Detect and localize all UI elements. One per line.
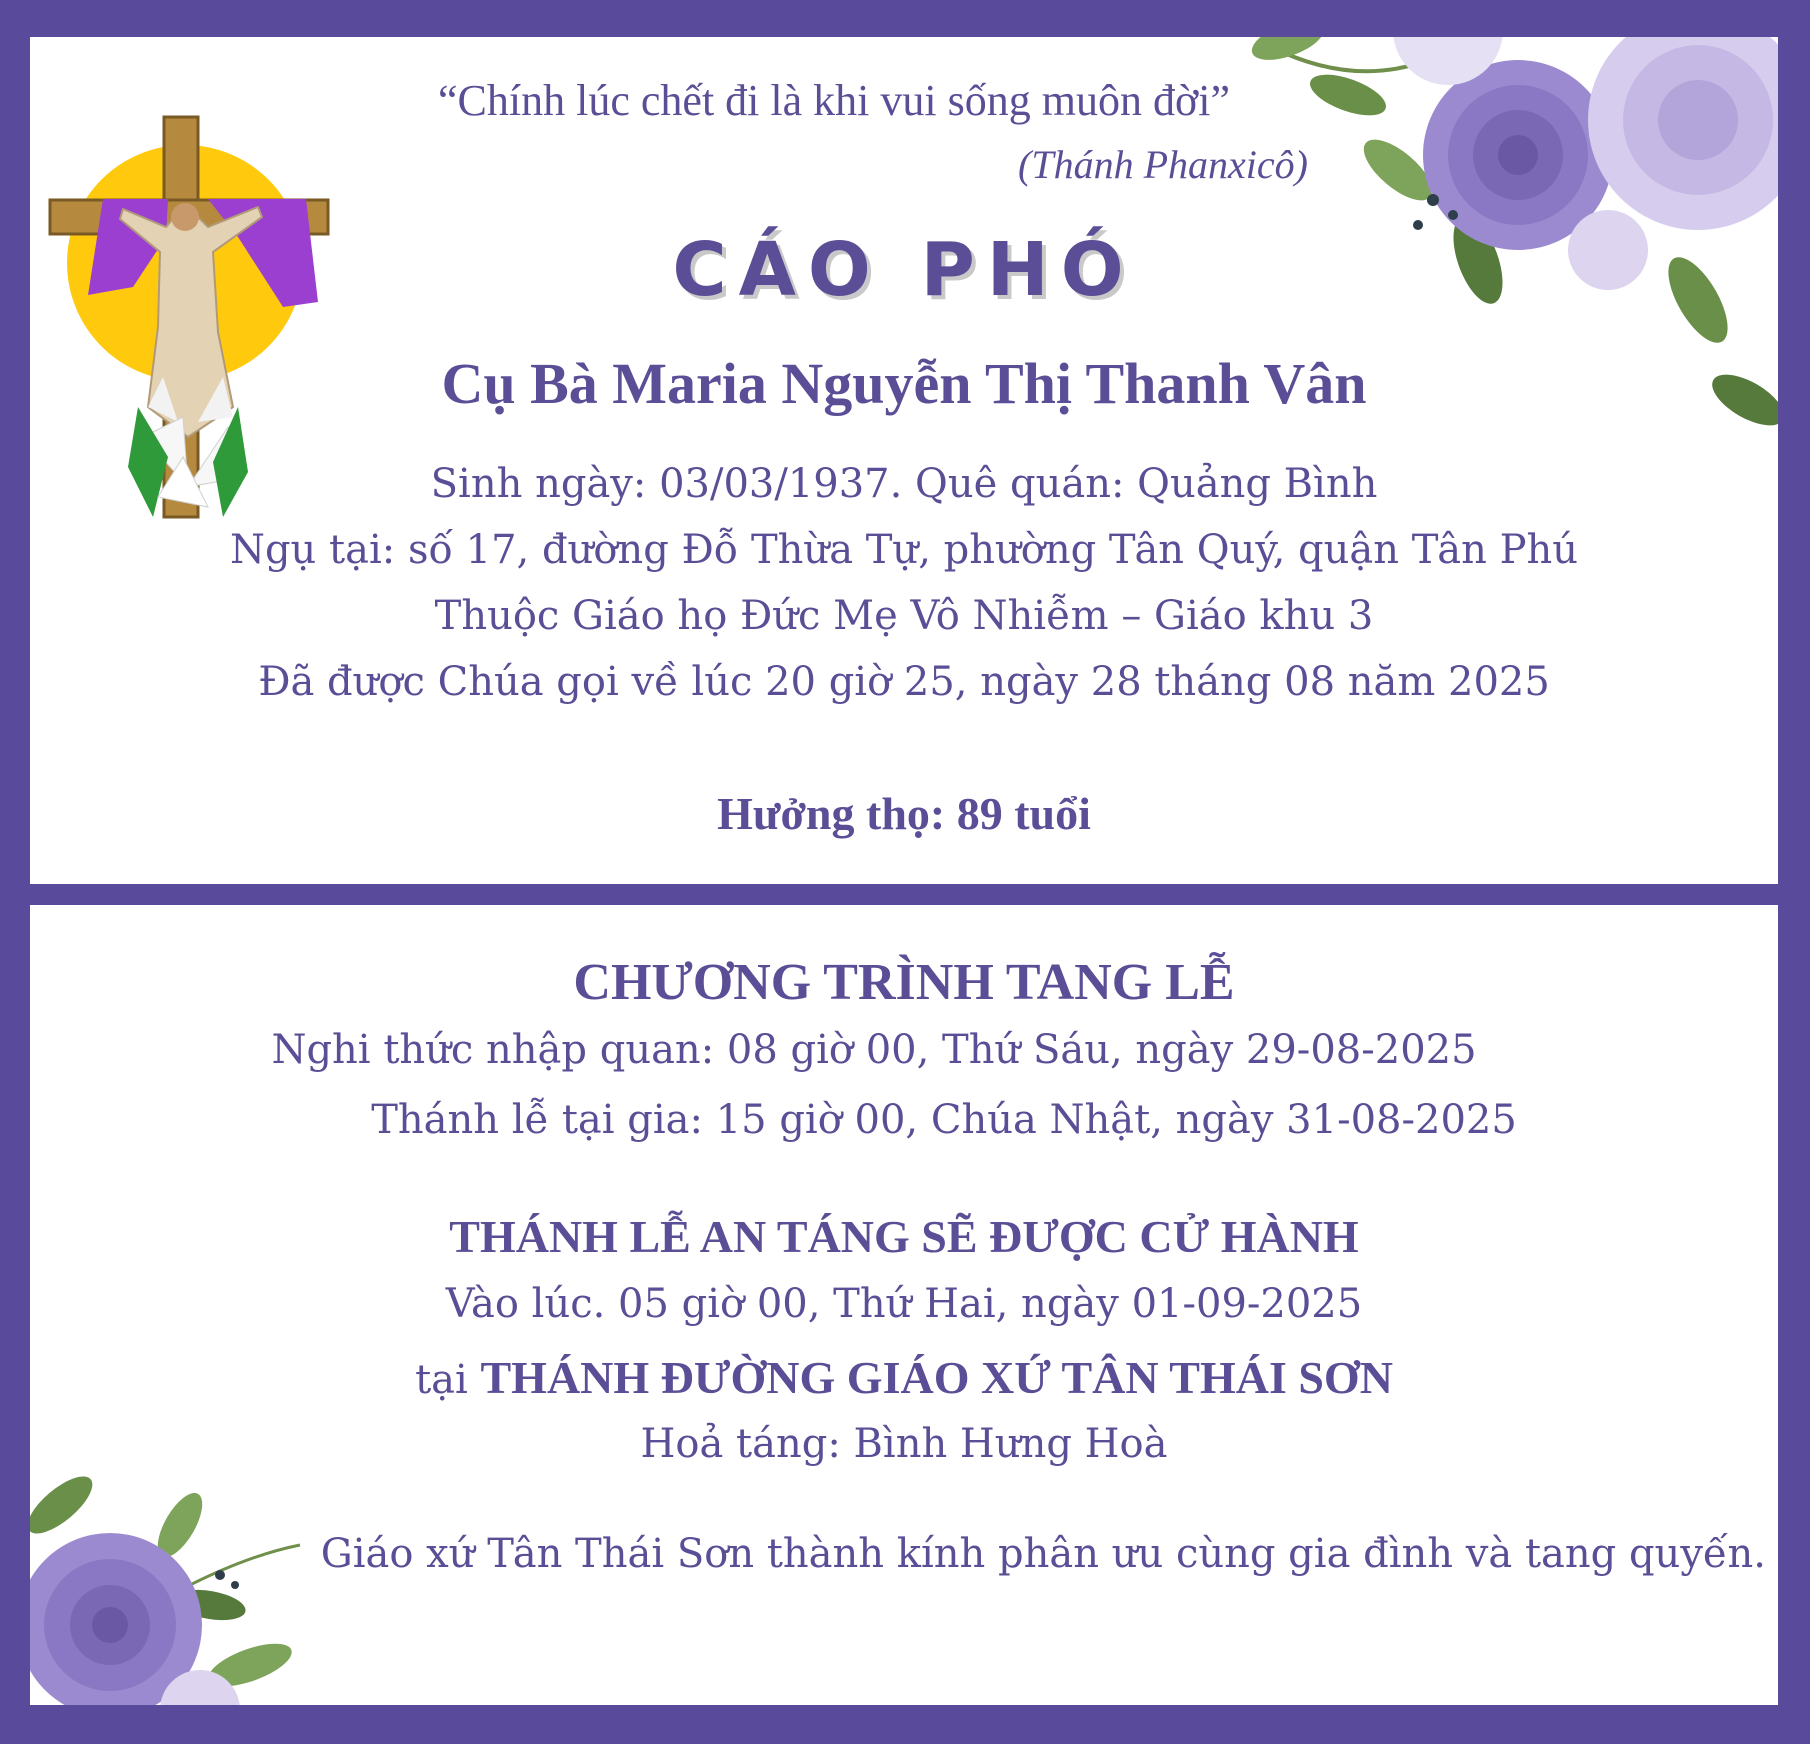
- age-info: Hưởng thọ: 89 tuổi: [717, 788, 1091, 839]
- encoffining-info: Nghi thức nhập quan: 08 giờ 00, Thứ Sáu, ngày 29-08-2025: [271, 1027, 1477, 1073]
- birth-info: Sinh ngày: 03/03/1937. Quê quán: Quảng Bình: [430, 461, 1378, 507]
- page-title: CÁO PHÓ: [672, 227, 1136, 313]
- funeral-time-info: Vào lúc. 05 giờ 00, Thứ Hai, ngày 01-09-2025: [445, 1281, 1363, 1327]
- residence-info: Ngụ tại: số 17, đường Đỗ Thừa Tự, phường Tân Quý, quận Tân Phú: [229, 527, 1579, 573]
- quote-source: (Thánh Phanxicô): [1018, 142, 1308, 187]
- rose-bouquet-icon: [30, 1435, 320, 1705]
- death-info: Đã được Chúa gọi về lúc 20 giờ 25, ngày 28 tháng 08 năm 2025: [258, 659, 1550, 705]
- obituary-panel: [30, 37, 1778, 884]
- place-prefix: tại: [415, 1357, 481, 1403]
- home-mass-info: Thánh lễ tại gia: 15 giờ 00, Chúa Nhật, ngày 31-08-2025: [371, 1097, 1517, 1143]
- program-heading: CHƯƠNG TRÌNH TANG LỄ: [573, 954, 1235, 1011]
- funeral-program-panel: [30, 905, 1778, 1705]
- church-name: THÁNH ĐƯỜNG GIÁO XỨ TÂN THÁI SƠN: [480, 1352, 1393, 1403]
- condolence-text: Giáo xứ Tân Thái Sơn thành kính phân ưu cùng gia đình và tang quyến.: [320, 1531, 1766, 1577]
- deceased-name: Cụ Bà Maria Nguyễn Thị Thanh Vân: [441, 351, 1367, 416]
- parish-group-info: Thuộc Giáo họ Đức Mẹ Vô Nhiễm – Giáo khu 3: [434, 593, 1374, 639]
- funeral-place-info: [30, 1351, 1778, 1404]
- quote-text: “Chính lúc chết đi là khi vui sống muôn đời”: [438, 76, 1230, 125]
- cremation-info: Hoả táng: Bình Hưng Hoà: [640, 1421, 1168, 1467]
- funeral-mass-heading: THÁNH LỄ AN TÁNG SẼ ĐƯỢC CỬ HÀNH: [449, 1211, 1359, 1262]
